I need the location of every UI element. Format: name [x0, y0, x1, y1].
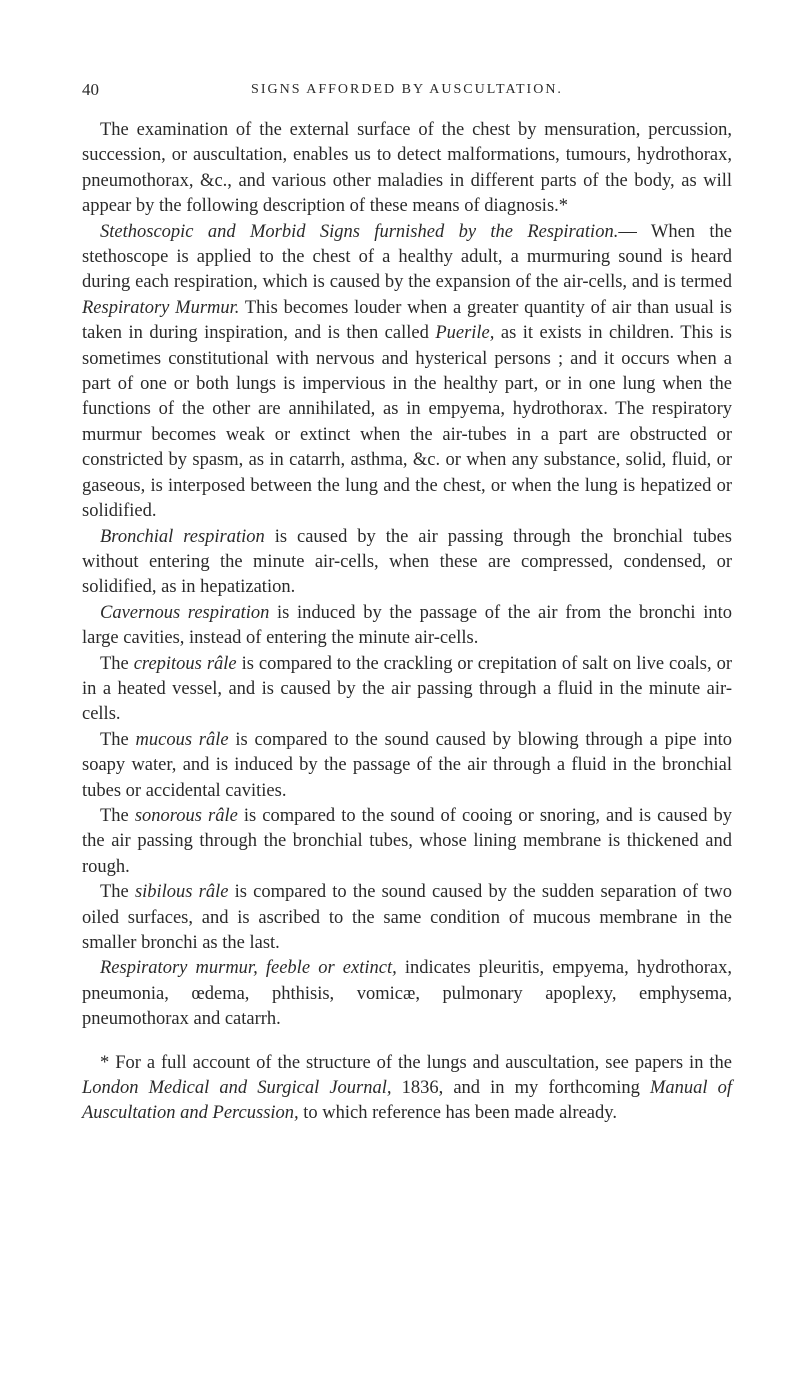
paragraph: [82, 880, 732, 956]
text-run: is compared to the sound caused by blowing through a pipe into soapy water, and is induced by the passage of the air through a fluid in the bronchial tubes or accidental cavities.: [82, 729, 732, 801]
text-run: The: [100, 653, 134, 674]
italic-text: sibilous râle: [134, 882, 229, 903]
paragraph: [82, 525, 732, 601]
running-title: SIGNS AFFORDED BY AUSCULTATION.: [251, 82, 563, 97]
paragraph: [82, 652, 732, 728]
text-run: The: [100, 805, 135, 826]
footnote-text: [82, 1051, 732, 1127]
page-header: [82, 80, 732, 104]
text-run: is caused by the air passing through the bronchial tubes without entering the minute air-cells, when these are compressed, condensed, or solidified, as in hepatization.: [82, 526, 732, 598]
text-run: This becomes louder when a greater quantity of air than usual is taken in during inspiration, and is then called: [82, 297, 732, 344]
footnote: [82, 1051, 732, 1127]
text-run: * For a full account of the structure of the lungs and auscultation, see papers in the: [100, 1052, 732, 1073]
italic-text: Bronchial respiration: [100, 526, 265, 547]
italic-text: Puerile,: [435, 323, 495, 344]
text-run: The: [100, 729, 136, 750]
text-run: as it exists in children. This is sometimes constitutional with nervous and hysterical persons ; and it occurs when a part of one or both lungs is impervious in the healthy part, or in one lung when the functions of the other are annihilated, as in empyema, hydrothorax. The respiratory murmur becomes weak or extinct when the air-tubes in a part are obstructed or constricted by spasm, as in catarrh, asthma, &c. or when any substance, solid, fluid, or gaseous, is interposed between the lung and the chest, or when the lung is hepatized or solidified.: [82, 323, 733, 522]
text-run: is induced by the passage of the air from the bronchi into large cavities, instead of entering the minute air-cells.: [82, 602, 732, 649]
text-run: to which reference has been made already.: [298, 1103, 617, 1124]
text-run: 1836, and in my forthcoming: [391, 1078, 650, 1099]
italic-text: London Medical and Surgical Journal,: [82, 1078, 392, 1099]
book-page: [82, 80, 732, 1127]
body-text: [82, 118, 732, 1033]
italic-text: sonorous râle: [134, 805, 238, 826]
italic-text: Respiratory murmur, feeble or extinct,: [100, 958, 397, 979]
italic-text: Respiratory Murmur.: [82, 297, 240, 318]
paragraph: [82, 601, 732, 652]
paragraph: [82, 220, 732, 525]
text-run: The examination of the external surface of the chest by mensuration, percussion, succession, or auscultation, enables us to detect malformations, tumours, hydrothorax, pneumothorax, &c., and various other maladies in different parts of the body, as will appear by the following description of these means of diagnosis.*: [82, 120, 732, 217]
italic-text: Stethoscopic and Morbid Signs furnished by the Respiration.: [100, 221, 619, 242]
text-run: is compared to the crackling or crepitation of salt on live coals, or in a heated vessel, and is caused by the air passing through a fluid in the minute air-cells.: [82, 653, 732, 725]
page-number: 40: [82, 80, 99, 99]
paragraph: [82, 956, 732, 1032]
text-run: is compared to the sound caused by the sudden separation of two oiled surfaces, and is ascribed to the same condition of mucous membrane in the smaller bronchi as the last.: [82, 882, 732, 953]
italic-text: Cavernous respiration: [100, 602, 270, 623]
paragraph: [82, 728, 732, 804]
paragraph: [82, 804, 732, 880]
paragraph: [82, 118, 732, 220]
italic-text: Manual of Auscultation and Percussion,: [82, 1078, 732, 1124]
italic-text: mucous râle: [135, 729, 229, 750]
italic-text: crepitous râle: [133, 653, 237, 674]
text-run: is compared to the sound of cooing or snoring, and is caused by the air passing through the bronchial tubes, whose lining membrane is thickened and rough.: [82, 805, 733, 877]
text-run: indicates pleuritis, empyema, hydrothorax, pneumonia, œdema, phthisis, vomicæ, pulmonary apoplexy, emphysema, pneumothorax and catarrh.: [82, 958, 732, 1030]
text-run: The: [100, 882, 135, 903]
text-run: — When the stethoscope is applied to the chest of a healthy adult, a murmuring sound is heard during each respiration, which is caused by the expansion of the air-cells, and is termed: [82, 221, 732, 293]
